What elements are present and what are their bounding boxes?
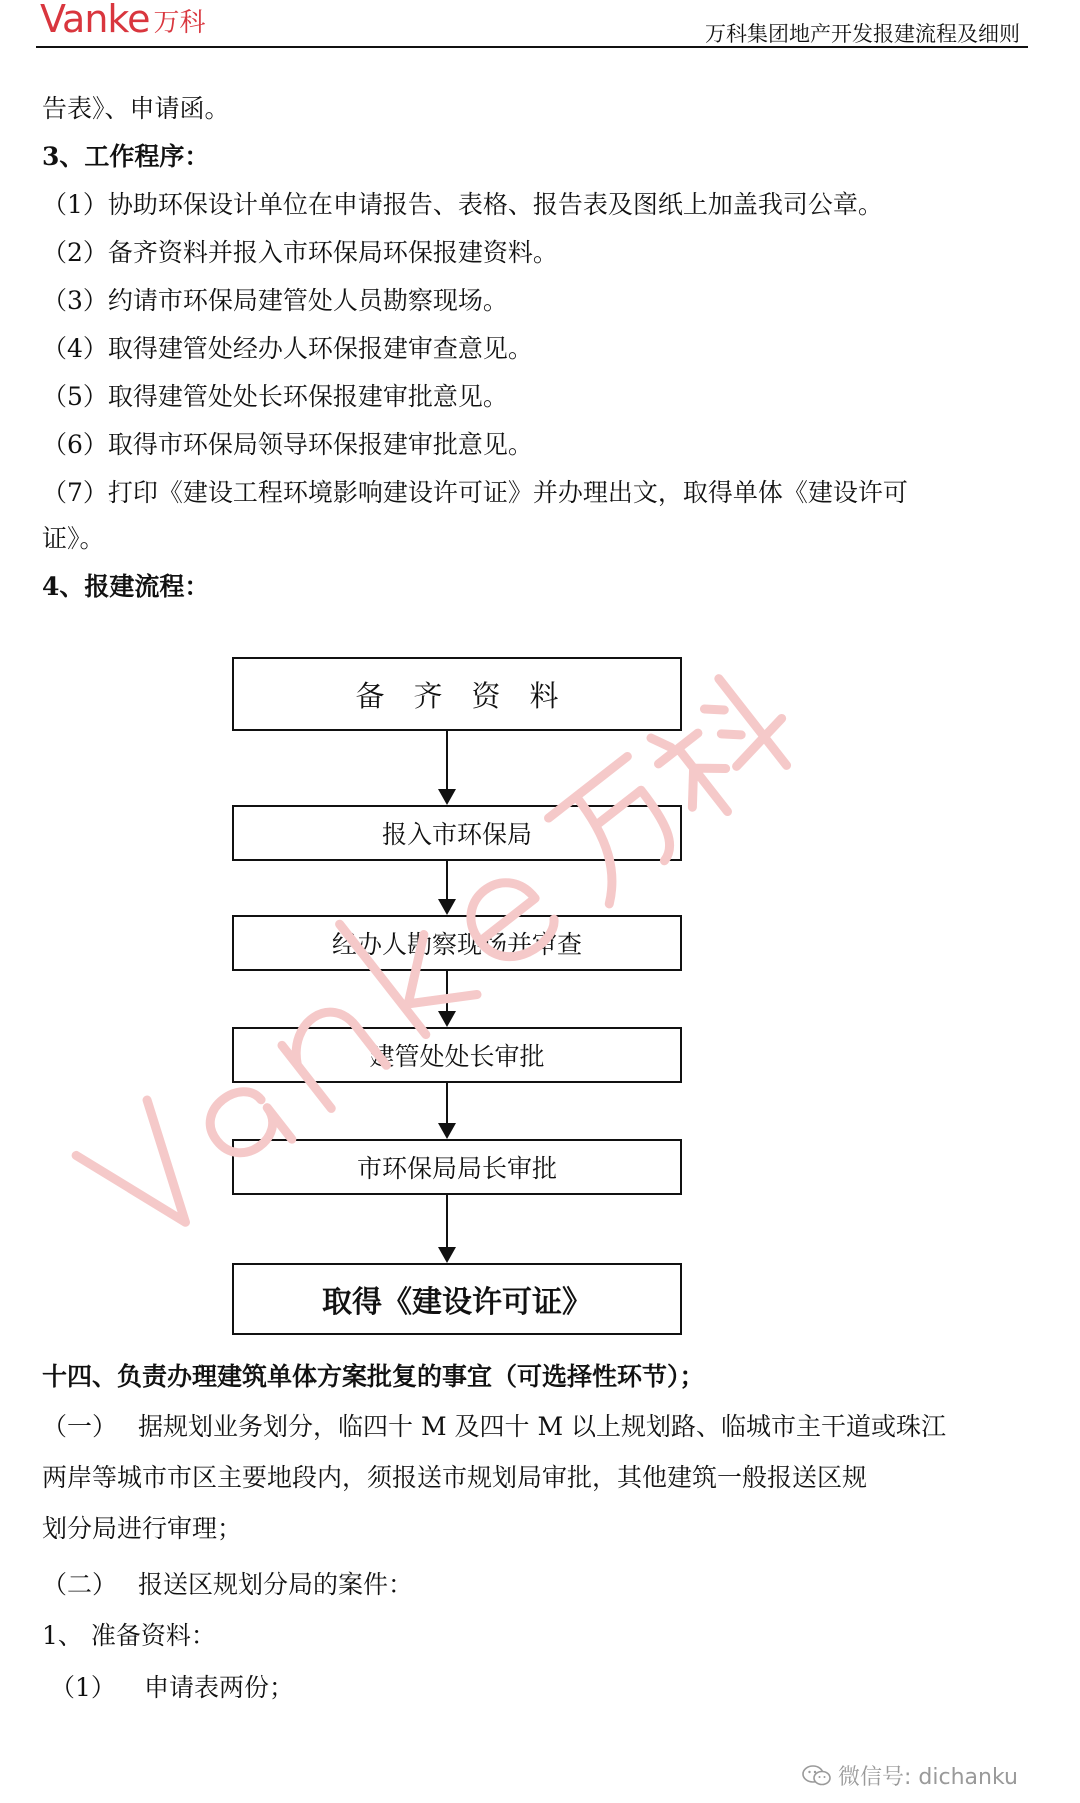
section-heading: 4、报建流程： <box>42 572 210 601</box>
step-item: （7）打印《建设工程环境影响建设许可证》并办理出文，取得单体《建设许可 <box>42 478 908 507</box>
paragraph-line: 告表》、申请函。 <box>42 94 230 123</box>
flow-arrowhead <box>438 1247 456 1263</box>
paragraph-line: 划分局进行审理； <box>42 1514 243 1543</box>
flow-arrow <box>446 1195 448 1247</box>
flow-arrow <box>446 1083 448 1123</box>
wechat-id <box>802 1760 1018 1791</box>
step-item: （6）取得市环保局领导环保报建审批意见。 <box>42 430 533 459</box>
paragraph-line: 两岸等城市市区主要地段内，须报送市规划局审批，其他建筑一般报送区规 <box>42 1463 868 1492</box>
sub-heading: 1、 准备资料： <box>42 1621 216 1650</box>
flow-arrowhead <box>438 789 456 805</box>
flow-arrowhead <box>438 1011 456 1027</box>
flow-arrow <box>446 971 448 1011</box>
wechat-id-text: 微信号: dichanku <box>838 1765 1018 1790</box>
header-divider <box>36 46 1028 48</box>
list-label: （二） <box>42 1570 118 1599</box>
section-heading: 3、工作程序： <box>42 142 210 171</box>
step-item: （3）约请市环保局建管处人员勘察现场。 <box>42 286 508 315</box>
flow-arrowhead <box>438 1123 456 1139</box>
section-heading: 十四、负责办理建筑单体方案批复的事宜（可选择性环节）； <box>42 1362 705 1391</box>
step-item-continuation: 证》。 <box>42 524 105 553</box>
logo-chinese: 万科 <box>153 8 206 38</box>
list-label: （1） <box>50 1673 116 1702</box>
paragraph-line: 申请表两份； <box>144 1673 295 1702</box>
flow-step-box: 市环保局局长审批 <box>232 1139 682 1195</box>
step-item: （2）备齐资料并报入市环保局环保报建资料。 <box>42 238 558 267</box>
paragraph-line: 报送区规划分局的案件： <box>138 1570 414 1599</box>
flow-step-box: 报入市环保局 <box>232 805 682 861</box>
vanke-logo <box>40 0 206 41</box>
list-label: （一） <box>42 1412 118 1441</box>
flow-arrowhead <box>438 899 456 915</box>
flow-step-box: 经办人勘察现场并审查 <box>232 915 682 971</box>
header-title: 万科集团地产开发报建流程及细则 <box>705 22 1020 46</box>
flow-step-box: 备 齐 资 料 <box>232 657 682 731</box>
paragraph-line: 据规划业务划分，临四十 M 及四十 M 以上规划路、临城市主干道或珠江 <box>138 1412 946 1441</box>
flow-step-box-final: 取得《建设许可证》 <box>232 1263 682 1335</box>
step-item: （4）取得建管处经办人环保报建审查意见。 <box>42 334 533 363</box>
flow-step-box: 建管处处长审批 <box>232 1027 682 1083</box>
wechat-icon <box>802 1765 832 1787</box>
step-item: （5）取得建管处处长环保报建审批意见。 <box>42 382 508 411</box>
step-item: （1）协助环保设计单位在申请报告、表格、报告表及图纸上加盖我司公章。 <box>42 190 883 219</box>
flow-arrow <box>446 731 448 789</box>
logo-wordmark: Vanke <box>40 0 150 41</box>
flow-arrow <box>446 861 448 899</box>
